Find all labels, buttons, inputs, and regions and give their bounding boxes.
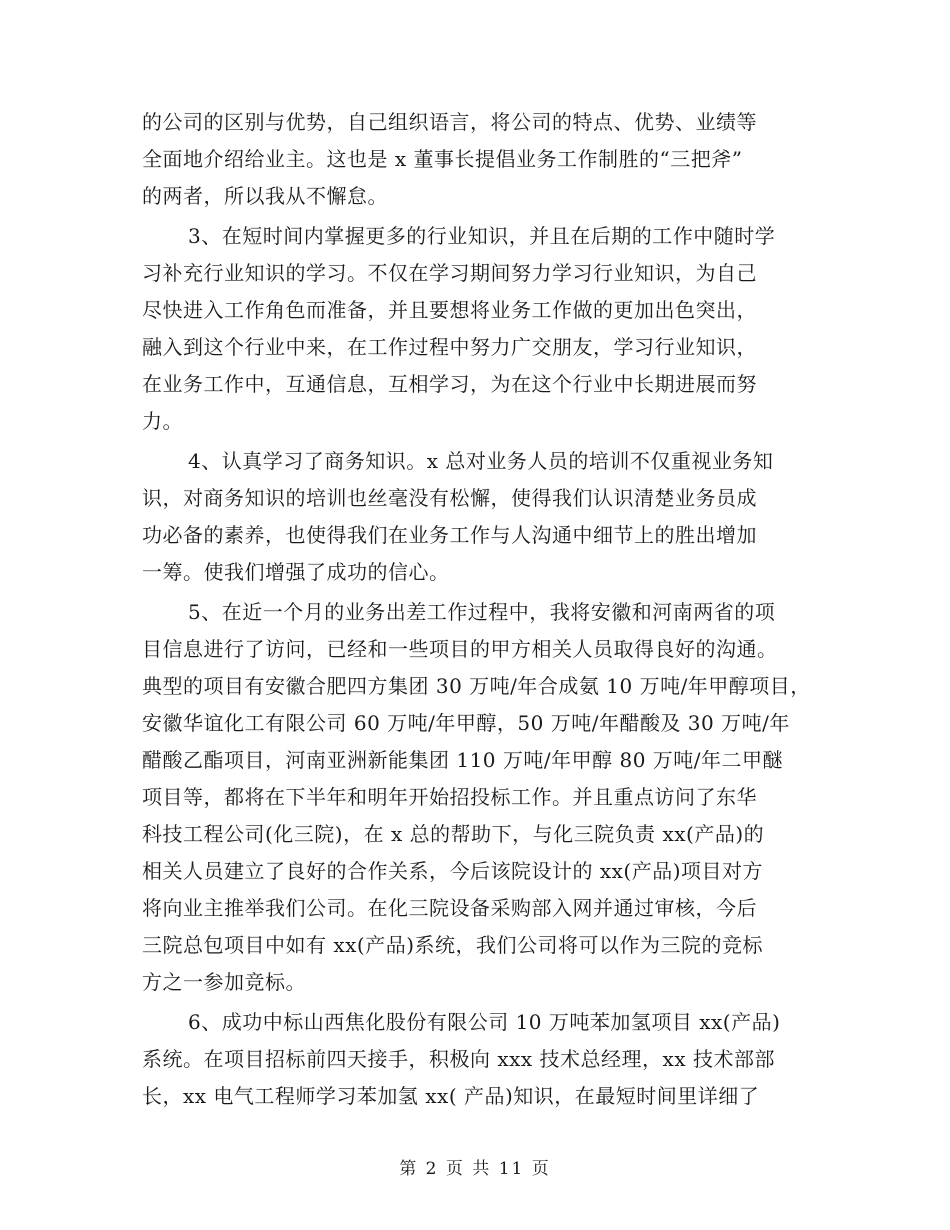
body-line: 系统。在项目招标前四天接手，积极向 xxx 技术总经理，xx 技术部部 — [142, 1047, 775, 1071]
body-line: 相关人员建立了良好的合作关系，今后该院设计的 xx(产品)项目对方 — [142, 859, 764, 883]
body-line: 科技工程公司(化三院)，在 x 总的帮助下，与化三院负责 xx(产品)的 — [142, 822, 765, 846]
page-number-footer: 第 2 页 共 11 页 — [399, 1159, 551, 1179]
body-line: 全面地介绍给业主。这也是 x 董事长提倡业务工作制胜的“三把斧” — [142, 147, 743, 171]
body-line: 的公司的区别与优势，自己组织语言，将公司的特点、优势、业绩等 — [142, 110, 757, 134]
paragraph-5-first-line: 5、在近一个月的业务出差工作过程中，我将安徽和河南两省的项 — [188, 600, 776, 624]
body-line: 典型的项目有安徽合肥四方集团 30 万吨/年合成氨 10 万吨/年甲醇项目， — [142, 674, 811, 698]
paragraph-6-first-line: 6、成功中标山西焦化股份有限公司 10 万吨苯加氢项目 xx(产品) — [188, 1010, 781, 1034]
body-line: 项目等，都将在下半年和明年开始招投标工作。并且重点访问了东华 — [142, 785, 757, 809]
paragraph-4-first-line: 4、认真学习了商务知识。x 总对业务人员的培训不仅重视业务知 — [188, 449, 774, 473]
body-line: 三院总包项目中如有 xx(产品)系统，我们公司将可以作为三院的竞标 — [142, 933, 764, 957]
body-line: 尽快进入工作角色而准备，并且要想将业务工作做的更加出色突出， — [142, 298, 757, 322]
body-line: 习补充行业知识的学习。不仅在学习期间努力学习行业知识，为自己 — [142, 261, 757, 285]
body-line: 识，对商务知识的培训也丝毫没有松懈，使得我们认识清楚业务员成 — [142, 486, 757, 510]
body-line: 融入到这个行业中来，在工作过程中努力广交朋友，学习行业知识， — [142, 335, 757, 359]
document-body — [142, 104, 832, 1115]
body-line: 功必备的素养，也使得我们在业务工作与人沟通中细节上的胜出增加 — [142, 523, 757, 547]
body-line: 醋酸乙酯项目，河南亚洲新能集团 110 万吨/年甲醇 80 万吨/年二甲醚 — [142, 748, 784, 772]
body-line: 安徽华谊化工有限公司 60 万吨/年甲醇，50 万吨/年醋酸及 30 万吨/年 — [142, 711, 790, 735]
body-line: 方之一参加竞标。 — [142, 970, 306, 994]
body-line: 力。 — [142, 409, 183, 433]
body-line: 一筹。使我们增强了成功的信心。 — [142, 560, 450, 584]
body-line: 的两者，所以我从不懈怠。 — [142, 184, 388, 208]
body-line: 长，xx 电气工程师学习苯加氢 xx( 产品)知识，在最短时间里详细了 — [142, 1084, 760, 1108]
body-line: 在业务工作中，互通信息，互相学习，为在这个行业中长期进展而努 — [142, 372, 757, 396]
body-line: 目信息进行了访问，已经和一些项目的甲方相关人员取得良好的沟通。 — [142, 637, 778, 661]
body-line: 将向业主推举我们公司。在化三院设备采购部入网并通过审核，今后 — [142, 896, 757, 920]
paragraph-3-first-line: 3、在短时间内掌握更多的行业知识，并且在后期的工作中随时学 — [188, 224, 776, 248]
